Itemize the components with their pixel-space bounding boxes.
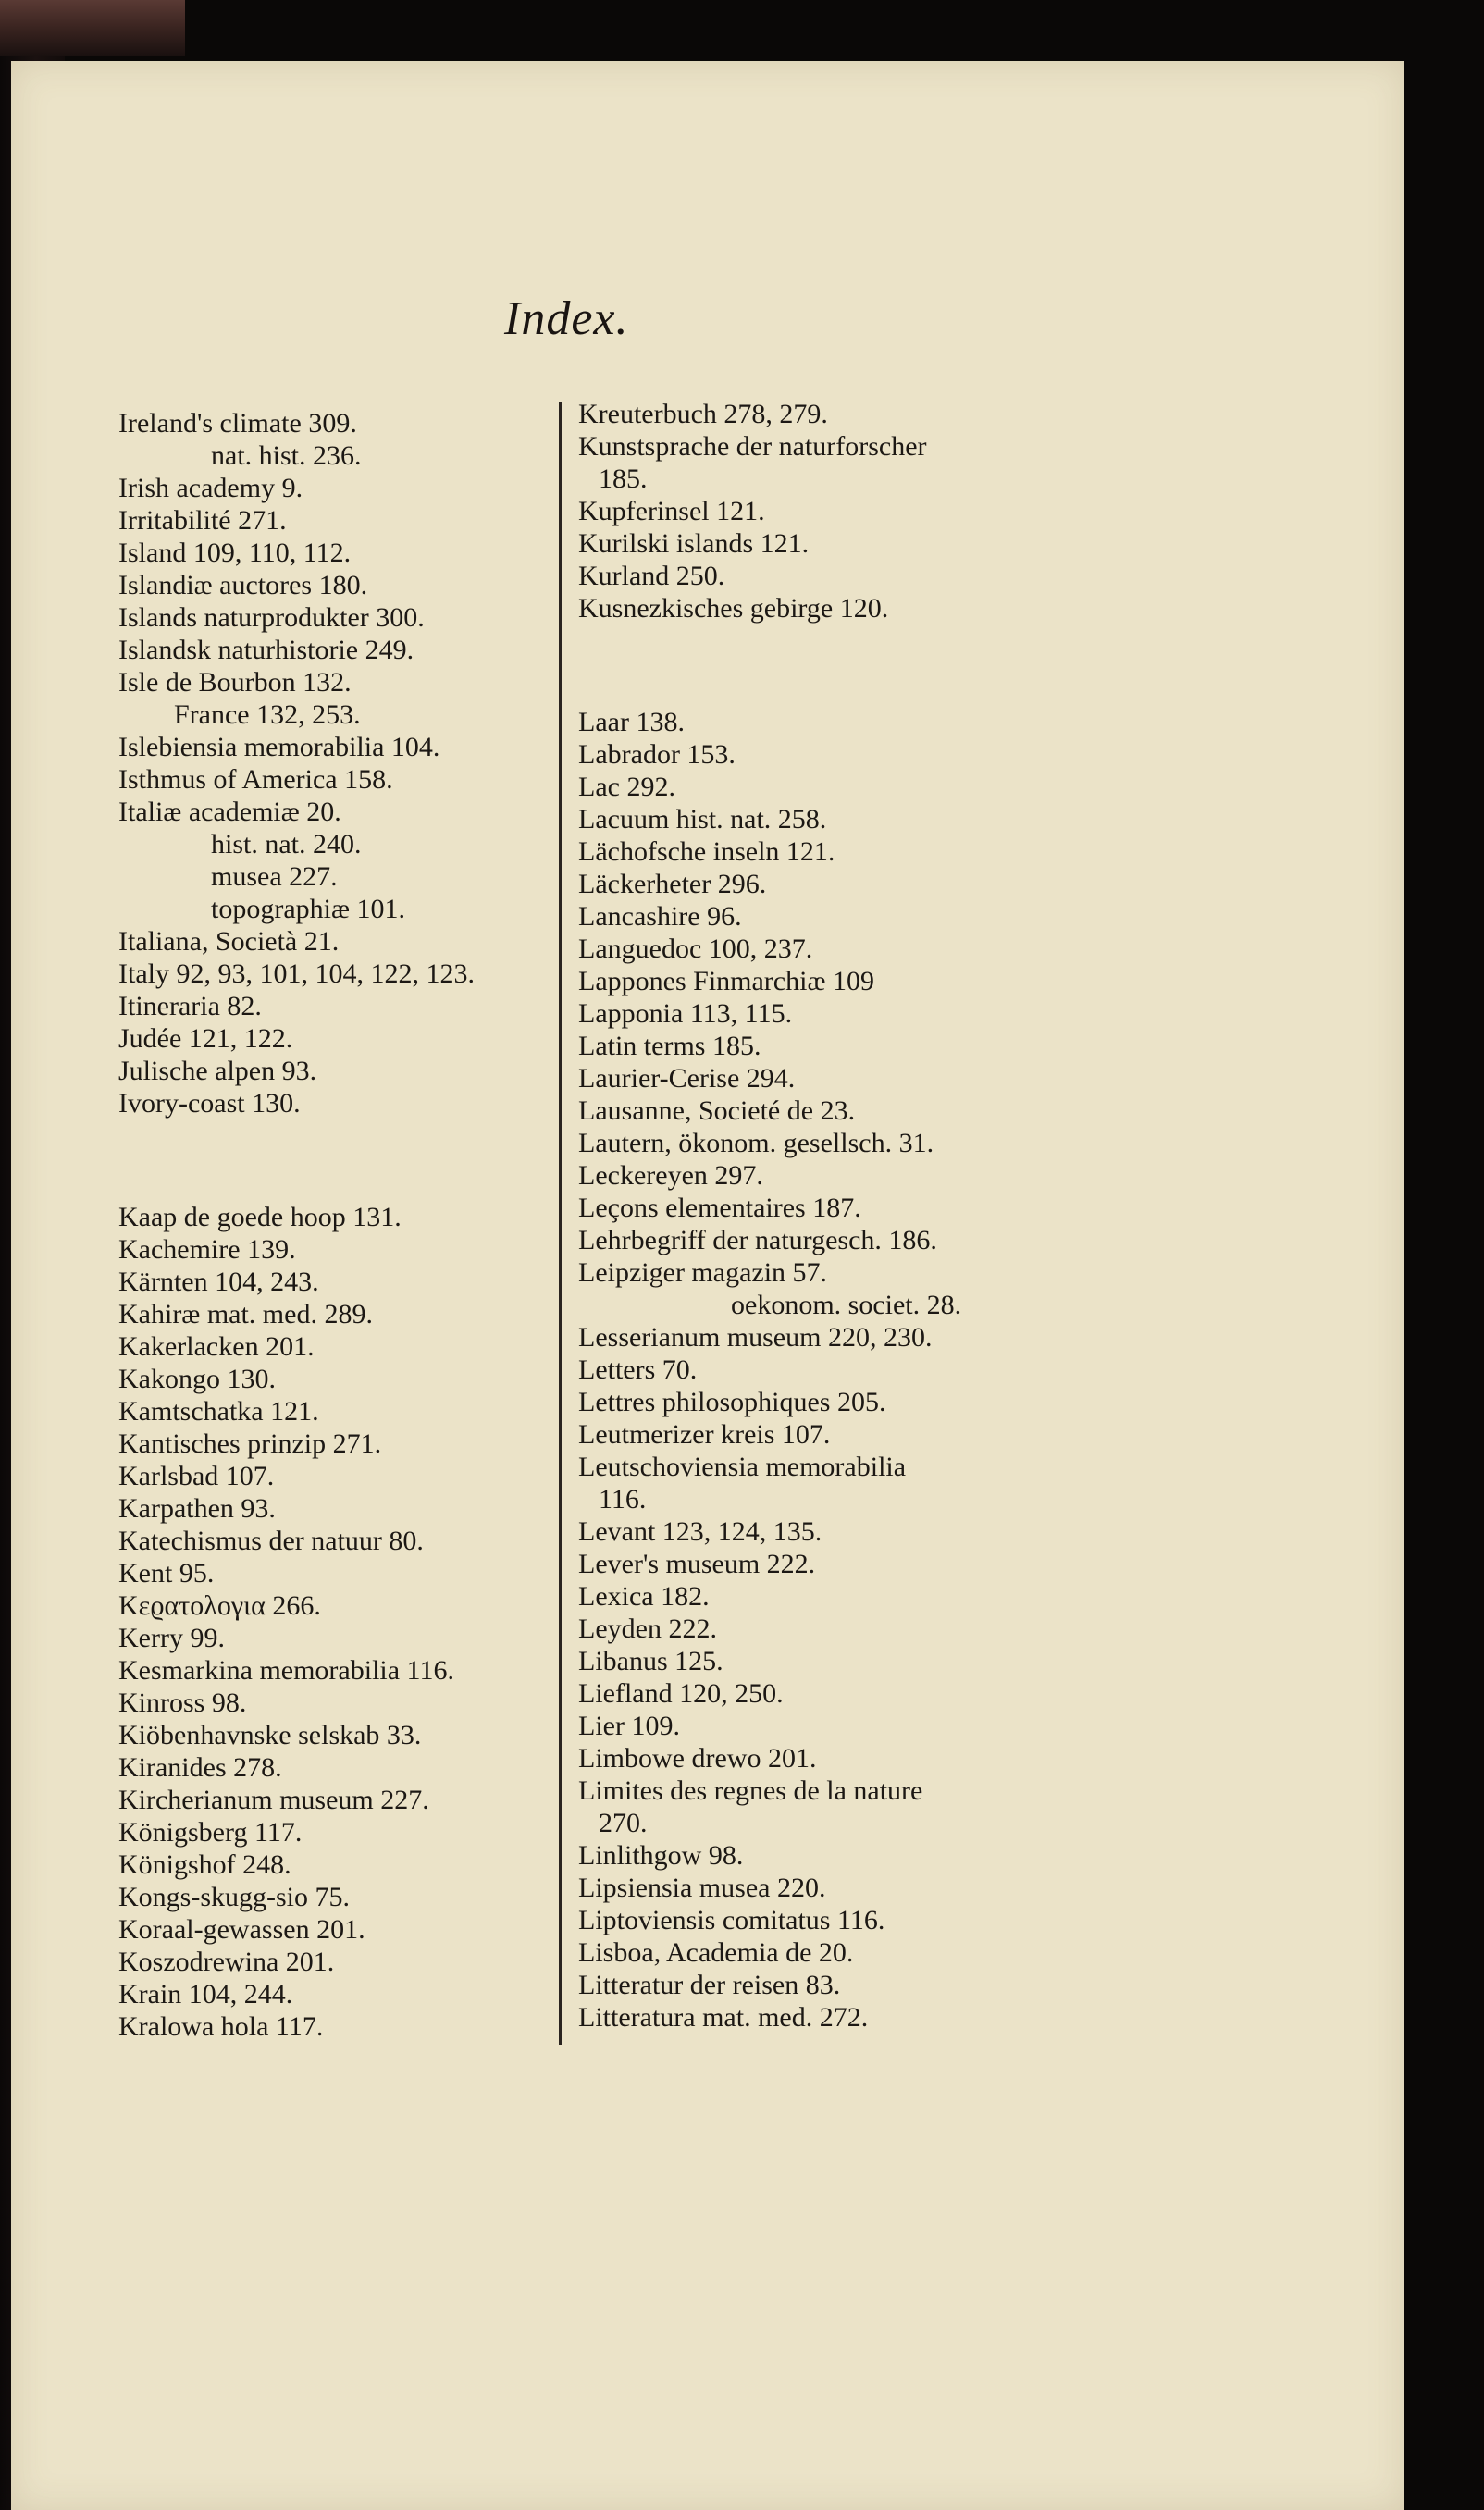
index-entry: Kaap de goede hoop 131. <box>118 1202 402 1232</box>
index-entry: Kent 95. <box>118 1558 215 1589</box>
column-divider <box>559 402 562 2045</box>
index-entry: 270. <box>599 1808 648 1838</box>
index-entry: Ivory-coast 130. <box>118 1088 301 1119</box>
index-entry: Isthmus of America 158. <box>118 764 393 795</box>
index-group-i <box>118 407 553 1119</box>
index-entry: Judée 121, 122. <box>118 1023 293 1054</box>
index-entry: Läckerheter 296. <box>578 869 767 899</box>
index-entry: Kralowa hola 117. <box>118 2011 324 2042</box>
index-entry: Lancashire 96. <box>578 901 742 932</box>
index-entry: Königsberg 117. <box>118 1817 303 1848</box>
index-entry: Kunstsprache der naturforscher <box>578 431 927 462</box>
page-title: Index. <box>504 292 629 345</box>
index-entry: Κεϱατολογια 266. <box>118 1590 321 1621</box>
index-entry: Kreuterbuch 278, 279. <box>578 399 828 429</box>
index-entry: Leckereyen 297. <box>578 1160 763 1191</box>
page-shadow <box>1404 61 1484 2510</box>
index-entry: Kiöbenhavnske selskab 33. <box>118 1720 422 1750</box>
index-entry: Kakongo 130. <box>118 1364 276 1394</box>
index-entry: Lac 292. <box>578 772 675 802</box>
index-entry: Leyden 222. <box>578 1614 717 1644</box>
index-entry: Lever's museum 222. <box>578 1549 816 1579</box>
index-entry: Letters 70. <box>578 1354 698 1385</box>
right-column <box>578 398 1059 2034</box>
index-entry: Kahiræ mat. med. 289. <box>118 1299 373 1329</box>
index-entry: Laar 138. <box>578 707 685 737</box>
index-entry: Koszodrewina 201. <box>118 1947 335 1977</box>
index-entry: Isle de Bourbon 132. <box>118 667 352 698</box>
index-group-k <box>118 1201 553 2043</box>
left-column <box>118 407 553 2043</box>
index-entry: Kurilski islands 121. <box>578 528 810 559</box>
index-entry: Kinross 98. <box>118 1688 247 1718</box>
index-entry: Kachemire 139. <box>118 1234 296 1265</box>
index-entry: Lesserianum museum 220, 230. <box>578 1322 933 1353</box>
index-entry: Koraal-gewassen 201. <box>118 1914 365 1945</box>
index-entry: Italiana, Società 21. <box>118 926 340 957</box>
index-entry: Leçons elementaires 187. <box>578 1193 861 1223</box>
index-entry: Kurland 250. <box>578 561 725 591</box>
index-entry: Islandiæ auctores 180. <box>118 570 368 600</box>
index-entry: Kongs-skugg-sio 75. <box>118 1882 351 1912</box>
index-entry: Lexica 182. <box>578 1581 710 1612</box>
index-entry: Königshof 248. <box>118 1849 291 1880</box>
index-entry: Kesmarkina memorabilia 116. <box>118 1655 454 1686</box>
index-entry: Limbowe drewo 201. <box>578 1743 817 1774</box>
index-entry: nat. hist. 236. <box>211 440 362 471</box>
index-entry: Krain 104, 244. <box>118 1979 293 2009</box>
index-entry: Islebiensia memorabilia 104. <box>118 732 440 762</box>
index-entry: Lausanne, Societé de 23. <box>578 1095 856 1126</box>
index-entry: Levant 123, 124, 135. <box>578 1516 822 1547</box>
index-entry: Kärnten 104, 243. <box>118 1267 319 1297</box>
index-entry: Lipsiensia musea 220. <box>578 1873 826 1903</box>
index-entry: Leutmerizer kreis 107. <box>578 1419 831 1450</box>
index-entry: Litteratur der reisen 83. <box>578 1970 841 2000</box>
index-entry: France 132, 253. <box>174 699 361 730</box>
index-entry: Ireland's climate 309. <box>118 408 357 439</box>
index-entry: Italy 92, 93, 101, 104, 122, 123. <box>118 958 475 989</box>
index-entry: Lier 109. <box>578 1711 680 1741</box>
index-entry: Katechismus der natuur 80. <box>118 1526 424 1556</box>
index-entry: Kupferinsel 121. <box>578 496 765 526</box>
index-entry: 116. <box>599 1484 647 1515</box>
index-entry: Languedoc 100, 237. <box>578 934 813 964</box>
index-entry: Lacuum hist. nat. 258. <box>578 804 827 835</box>
index-entry: Kerry 99. <box>118 1623 225 1653</box>
index-entry: Islandsk naturhistorie 249. <box>118 635 414 665</box>
index-entry: Labrador 153. <box>578 739 736 770</box>
index-entry: Kakerlacken 201. <box>118 1331 315 1362</box>
index-entry: Italiæ academiæ 20. <box>118 797 341 827</box>
index-entry: Itineraria 82. <box>118 991 262 1021</box>
index-entry: Island 109, 110, 112. <box>118 538 352 568</box>
index-entry: Karpathen 93. <box>118 1493 276 1524</box>
index-entry: topographiæ 101. <box>211 894 405 924</box>
index-entry: Kantisches prinzip 271. <box>118 1428 382 1459</box>
index-entry: Lappones Finmarchiæ 109 <box>578 966 874 996</box>
index-entry: Irritabilité 271. <box>118 505 287 536</box>
index-entry: Lettres philosophiques 205. <box>578 1387 886 1417</box>
binding-ribbon <box>0 0 185 56</box>
index-entry: Kusnezkisches gebirge 120. <box>578 593 889 624</box>
index-entry: Laurier-Cerise 294. <box>578 1063 796 1094</box>
index-entry: Kamtschatka 121. <box>118 1396 319 1427</box>
group-spacer <box>118 1119 553 1201</box>
index-entry: Irish academy 9. <box>118 473 303 503</box>
index-entry: 185. <box>599 464 648 494</box>
index-entry: Lisboa, Academia de 20. <box>578 1937 854 1968</box>
index-entry: hist. nat. 240. <box>211 829 362 859</box>
index-entry: Litteratura mat. med. 272. <box>578 2002 869 2033</box>
index-entry: Leipziger magazin 57. <box>578 1257 828 1288</box>
index-entry: Limites des regnes de la nature <box>578 1775 923 1806</box>
index-entry: Islands naturprodukter 300. <box>118 602 425 633</box>
index-entry: Liptoviensis comitatus 116. <box>578 1905 885 1935</box>
group-spacer <box>578 624 1059 706</box>
index-entry: Latin terms 185. <box>578 1031 761 1061</box>
index-entry: Kircherianum museum 227. <box>118 1785 429 1815</box>
index-group-k-continued <box>578 398 1059 624</box>
index-entry: Lapponia 113, 115. <box>578 998 793 1029</box>
index-group-l <box>578 706 1059 2034</box>
index-entry: Karlsbad 107. <box>118 1461 275 1491</box>
index-entry: Lehrbegriff der naturgesch. 186. <box>578 1225 937 1255</box>
index-entry: Libanus 125. <box>578 1646 723 1676</box>
index-entry: Lautern, ökonom. gesellsch. 31. <box>578 1128 934 1158</box>
index-entry: Lächofsche inseln 121. <box>578 836 835 867</box>
index-entry: oekonom. societ. 28. <box>731 1290 962 1320</box>
index-entry: musea 227. <box>211 861 338 892</box>
index-entry: Liefland 120, 250. <box>578 1678 784 1709</box>
index-entry: Kiranides 278. <box>118 1752 282 1783</box>
index-entry: Julische alpen 93. <box>118 1056 317 1086</box>
index-entry: Leutschoviensia memorabilia <box>578 1452 907 1482</box>
index-entry: Linlithgow 98. <box>578 1840 744 1871</box>
